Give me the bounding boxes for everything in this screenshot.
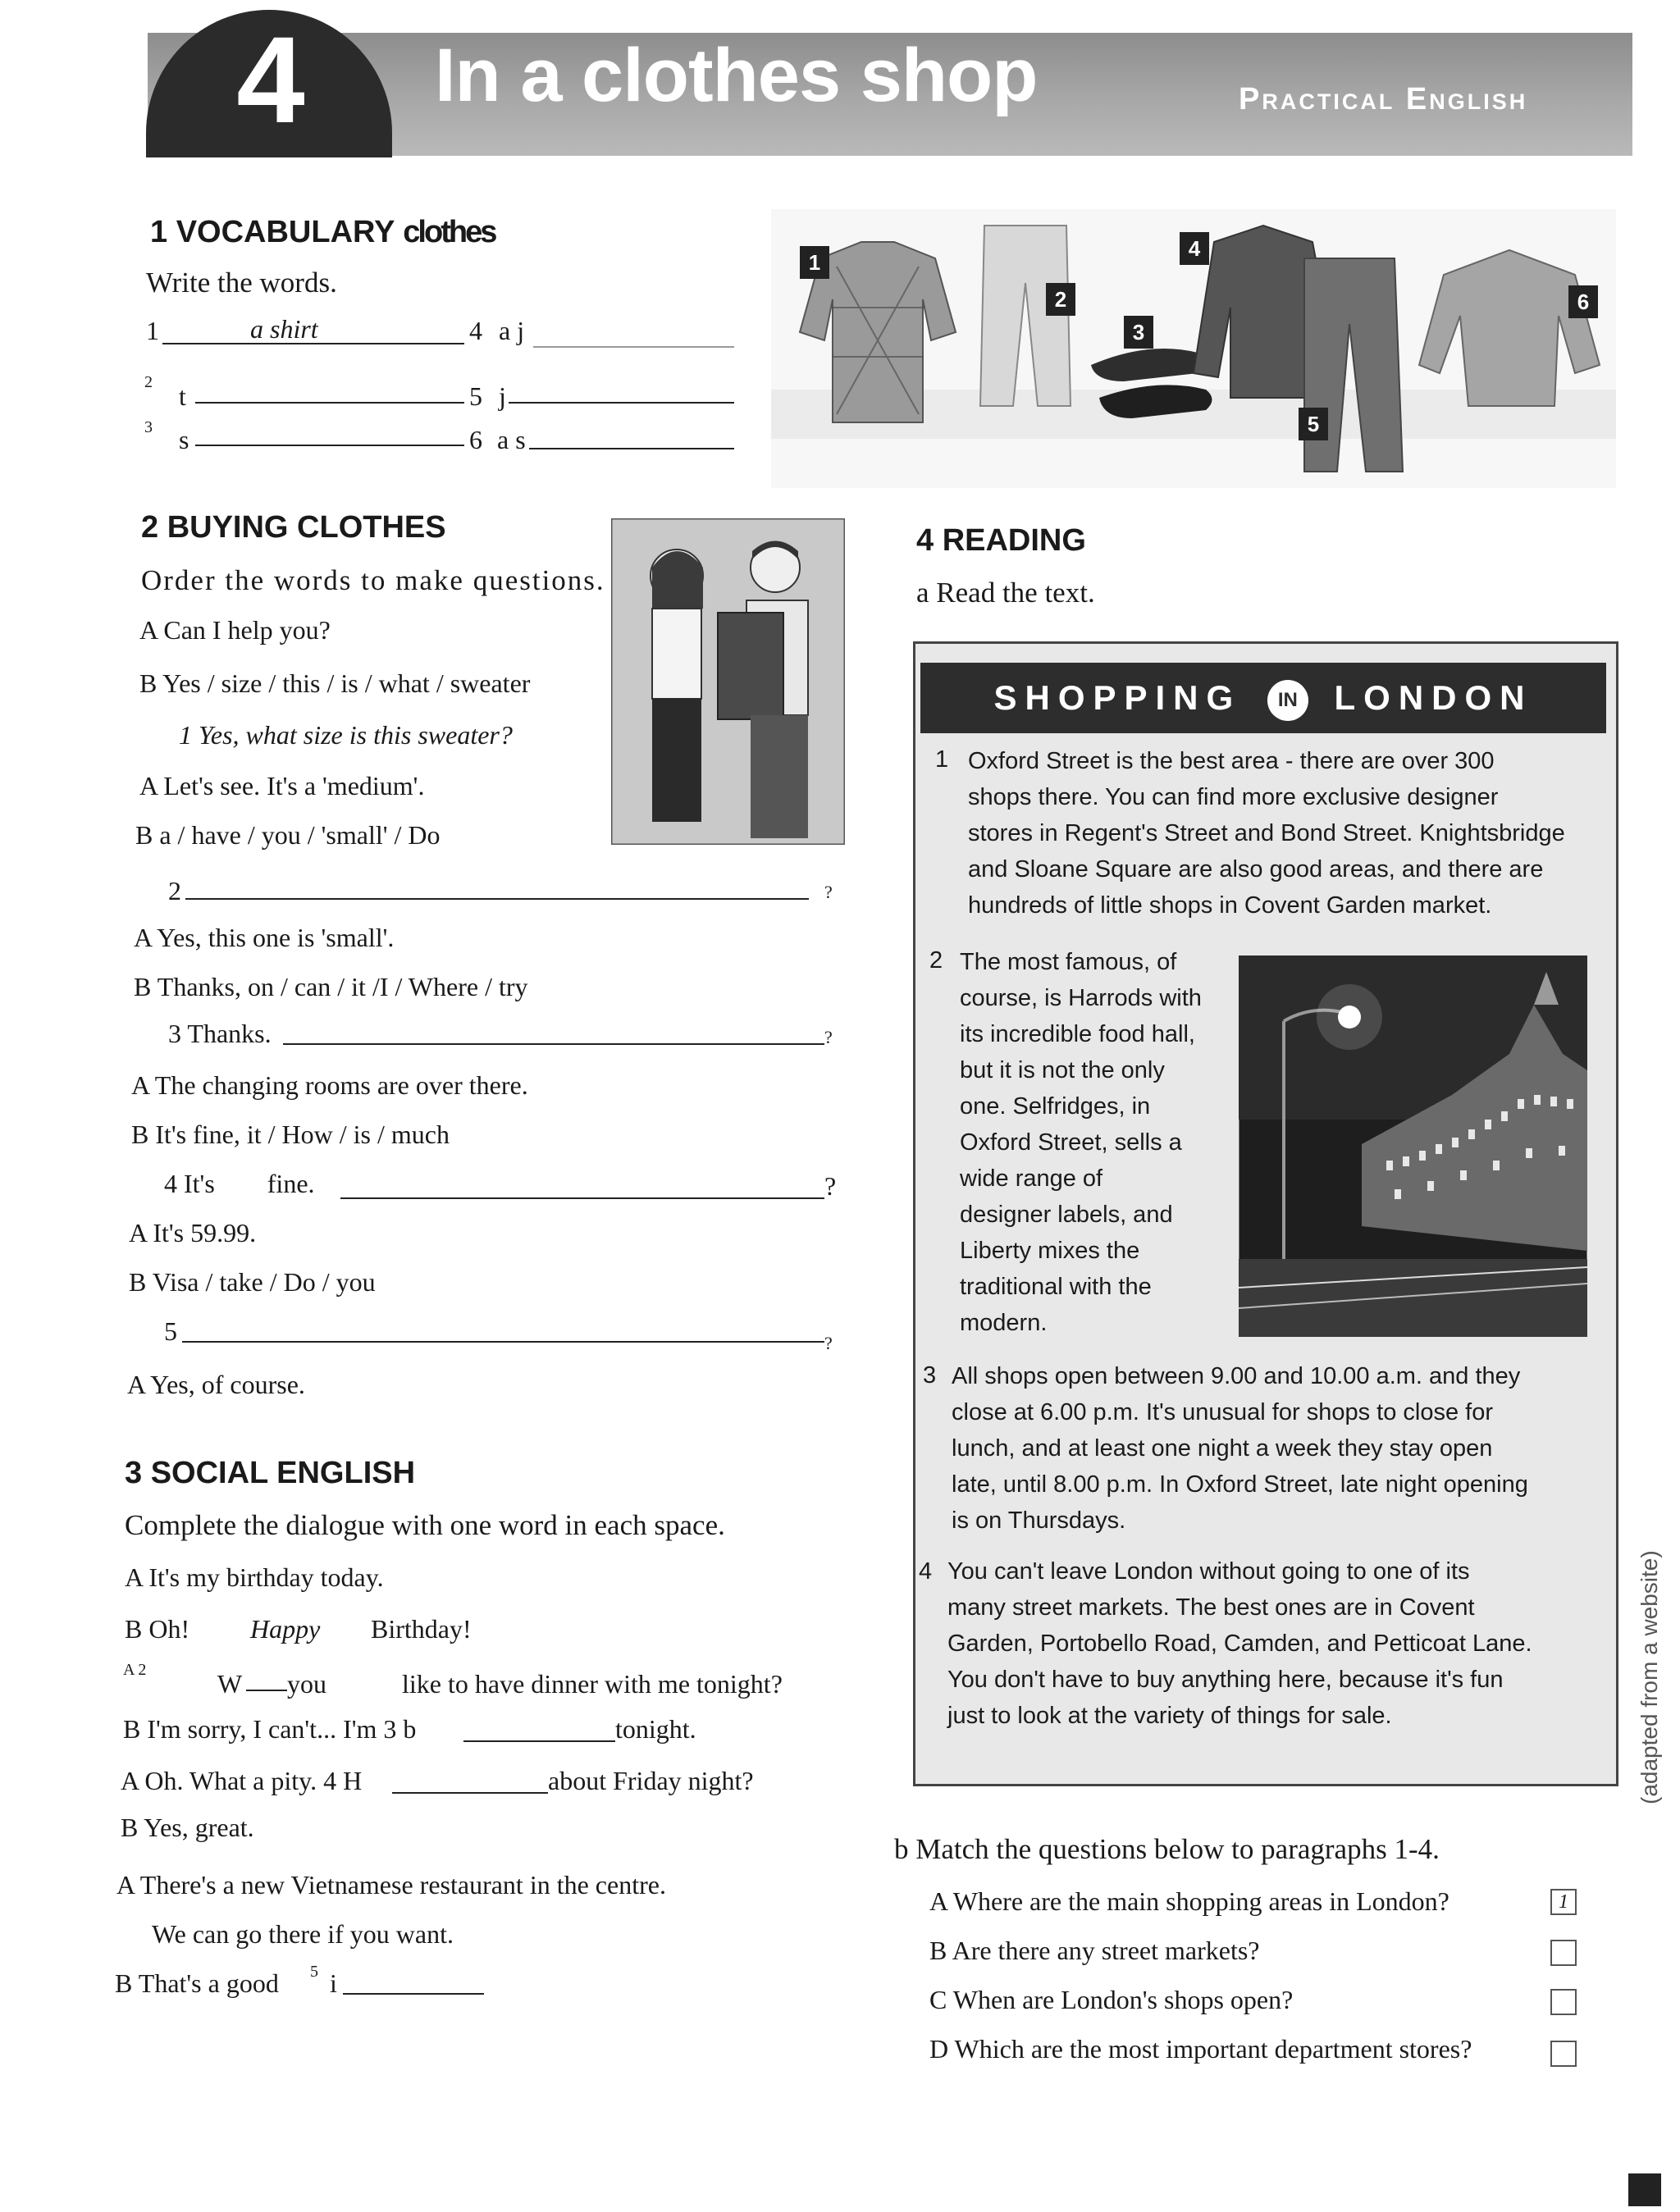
paragraph-line: The most famous, of	[960, 949, 1177, 975]
paragraph-line: its incredible food hall,	[960, 1021, 1195, 1047]
vocab-item-prefix: a j	[499, 316, 525, 345]
unit-title: In a clothes shop	[435, 34, 1038, 117]
paragraph-line: Oxford Street, sells a	[960, 1129, 1182, 1156]
gap-line-2[interactable]	[246, 1690, 287, 1691]
reading-heading	[916, 523, 1086, 559]
unit-category: Practical English	[1239, 82, 1528, 116]
match-question: C When are London's shops open?	[929, 1985, 1294, 2014]
picture-label-2: 2	[1046, 283, 1075, 316]
paragraph-line: but it is not the only	[960, 1057, 1165, 1083]
answer-line-4[interactable]	[340, 1197, 824, 1199]
paragraph-line: Liberty mixes the	[960, 1238, 1140, 1264]
dialogue-line: Birthday!	[371, 1614, 472, 1644]
section-number: 4	[916, 523, 934, 558]
answer-number: 5	[164, 1316, 177, 1346]
gap-line-3[interactable]	[463, 1740, 615, 1742]
banner-word: SHOPPING	[993, 678, 1242, 717]
vocab-item-number: 6	[469, 425, 482, 454]
paragraph-line: late, until 8.00 p.m. In Oxford Street, late night opening	[952, 1471, 1528, 1498]
picture-label-1: 1	[800, 246, 829, 279]
vocab-answer-line-2[interactable]	[195, 402, 464, 404]
dialogue-line: A Can I help you?	[139, 615, 331, 645]
picture-label-6: 6	[1568, 285, 1598, 318]
answer-line-3[interactable]	[283, 1043, 824, 1045]
paragraph-line: and Sloane Square are also good areas, and there are	[968, 856, 1544, 883]
picture-label-4: 4	[1180, 232, 1209, 265]
dialogue-line: B That's a good	[115, 1968, 279, 1998]
paragraph-line: traditional with the	[960, 1274, 1152, 1300]
answer-line-2[interactable]	[185, 898, 809, 900]
dialogue-line: B Visa / take / Do / you	[129, 1267, 376, 1297]
paragraph-4	[947, 1553, 1532, 1734]
source-note: (adapted from a website)	[1637, 1550, 1662, 1804]
dialogue-line: B Yes / size / this / is / what / sweater	[139, 668, 531, 698]
paragraph-line: Oxford Street is the best area - there are over 300	[968, 748, 1495, 774]
paragraph-line: course, is Harrods with	[960, 985, 1202, 1011]
banner-in-circle: IN	[1267, 680, 1308, 721]
dialogue-line: B I'm sorry, I can't... I'm 3 b	[123, 1714, 417, 1744]
gap-line-4[interactable]	[392, 1792, 548, 1794]
social-instruction: Complete the dialogue with one word in each space.	[125, 1509, 725, 1541]
paragraph-line: hundreds of little shops in Covent Garden market.	[968, 892, 1492, 919]
vocab-answer-line-3[interactable]	[195, 445, 464, 446]
dialogue-line: like to have dinner with me tonight?	[402, 1669, 783, 1699]
answer-number: 2	[168, 876, 181, 905]
vocab-answer-line-6[interactable]	[529, 448, 734, 449]
dialogue-line: B It's fine, it / How / is / much	[131, 1120, 450, 1149]
section-title: BUYING CLOTHES	[167, 510, 446, 545]
page-edge-tab	[1628, 2173, 1661, 2206]
gap-letter: W	[217, 1669, 243, 1699]
vocabulary-instruction: Write the words.	[146, 267, 337, 299]
social-heading	[125, 1456, 415, 1491]
dialogue-line: A Oh. What a pity. 4 H	[121, 1766, 363, 1795]
section-number: 2	[141, 510, 159, 545]
answer-box-d[interactable]	[1550, 2041, 1577, 2067]
paragraph-line: Garden, Portobello Road, Camden, and Petticoat Lane.	[947, 1630, 1532, 1657]
paragraph-line: close at 6.00 p.m. It's unusual for shops to close for	[952, 1399, 1493, 1425]
vocabulary-heading	[150, 215, 495, 250]
answer-number: 4 It's fine.	[164, 1169, 315, 1198]
answer-box-b[interactable]	[1550, 1940, 1577, 1966]
vocab-item-number: 2	[144, 373, 153, 391]
section-title: VOCABULARY	[176, 215, 395, 249]
vocab-item-prefix: j	[499, 381, 506, 411]
paragraph-line: stores in Regent's Street and Bond Street. Knightsbridge	[968, 820, 1565, 846]
paragraph-1	[968, 743, 1565, 924]
example-answer: 1 Yes, what size is this sweater?	[179, 720, 513, 750]
paragraph-3	[952, 1358, 1528, 1539]
banner-word: LONDON	[1334, 678, 1533, 717]
paragraph-line: many street markets. The best ones are in Covent	[947, 1594, 1475, 1621]
dialogue-line: We can go there if you want.	[152, 1919, 454, 1949]
paragraph-2	[960, 944, 1202, 1341]
vocab-item-number: 5	[469, 381, 482, 411]
paragraph-number: 4	[919, 1558, 933, 1585]
answer-line-5[interactable]	[182, 1341, 824, 1343]
shop-assistant-illustration	[611, 518, 845, 845]
dialogue-line: about Friday night?	[548, 1766, 754, 1795]
section-title: READING	[942, 523, 1086, 558]
vocab-item-number: 4	[469, 316, 482, 345]
reading-part-b: b Match the questions below to paragraphs 1-4.	[894, 1833, 1440, 1865]
dialogue-line: A There's a new Vietnamese restaurant in the centre.	[116, 1870, 666, 1900]
match-question: B Are there any street markets?	[929, 1936, 1260, 1965]
dialogue-line: A Let's see. It's a 'medium'.	[139, 771, 425, 800]
reading-part-a: a Read the text.	[916, 577, 1095, 609]
paragraph-line: You don't have to buy anything here, because it's fun	[947, 1667, 1504, 1693]
section-title: SOCIAL ENGLISH	[150, 1456, 416, 1490]
dialogue-line: you	[287, 1669, 326, 1699]
picture-label-3: 3	[1124, 316, 1153, 349]
dialogue-line: A Yes, of course.	[127, 1370, 305, 1399]
vocab-answer-1: a shirt	[250, 314, 318, 344]
section-number: 1	[150, 215, 168, 249]
paragraph-line: just to look at the variety of things for sale.	[947, 1703, 1392, 1729]
match-question: A Where are the main shopping areas in London?	[929, 1886, 1449, 1916]
dialogue-line: A Yes, this one is 'small'.	[134, 923, 395, 952]
example-answer: Happy	[250, 1614, 321, 1644]
paragraph-line: All shops open between 9.00 and 10.00 a.m. and they	[952, 1363, 1521, 1389]
dialogue-line: A It's 59.99.	[129, 1218, 257, 1247]
vocab-item-prefix: t	[179, 381, 186, 411]
paragraph-line: modern.	[960, 1310, 1048, 1336]
answer-box-c[interactable]	[1550, 1989, 1577, 2015]
paragraph-line: lunch, and at least one night a week they stay open	[952, 1435, 1493, 1462]
vocab-answer-line-5[interactable]	[509, 402, 734, 404]
vocab-item-prefix: s	[179, 425, 189, 454]
paragraph-number: 2	[929, 947, 943, 974]
buying-heading	[141, 510, 446, 545]
vocab-item-number: 3	[144, 418, 153, 436]
answer-number: 3 Thanks.	[168, 1019, 272, 1048]
vocab-item-prefix: a s	[497, 425, 526, 454]
dialogue-line: A The changing rooms are over there.	[131, 1070, 528, 1100]
question-mark: ?	[824, 1027, 833, 1047]
paragraph-line: wide range of	[960, 1165, 1103, 1192]
paragraph-line: shops there. You can find more exclusive designer	[968, 784, 1499, 810]
picture-label-5: 5	[1299, 408, 1328, 440]
question-mark: ?	[824, 882, 833, 902]
vocab-item-number: 1	[146, 316, 159, 345]
vocab-answer-line-4[interactable]	[533, 346, 734, 348]
paragraph-line: designer labels, and	[960, 1202, 1173, 1228]
buying-instruction: Order the words to make questions.	[141, 564, 605, 596]
dialogue-line: B Yes, great.	[121, 1813, 254, 1842]
gap-line-5[interactable]	[343, 1993, 484, 1995]
match-question: D Which are the most important department stores?	[929, 2034, 1472, 2064]
paragraph-number: 1	[935, 746, 949, 773]
reading-banner	[920, 663, 1606, 733]
gap-number: 5	[310, 1963, 318, 1981]
gap-letter: i	[330, 1968, 337, 1998]
dialogue-line: A It's my birthday today.	[125, 1562, 384, 1592]
section-number: 3	[125, 1456, 143, 1490]
dialogue-line: B Thanks, on / can / it /I / Where / try	[134, 972, 528, 1001]
answer-box-a[interactable]: 1	[1550, 1889, 1577, 1915]
paragraph-line: is on Thursdays.	[952, 1507, 1126, 1534]
harrods-photo	[1239, 955, 1587, 1337]
question-mark: ?	[824, 1171, 837, 1201]
question-mark: ?	[824, 1333, 833, 1353]
dialogue-line: B a / have / you / 'small' / Do	[135, 820, 441, 850]
dialogue-line: B Oh!	[125, 1614, 190, 1644]
dialogue-line: A 2	[123, 1661, 147, 1679]
paragraph-line: one. Selfridges, in	[960, 1093, 1151, 1120]
section-subtitle: clothes	[403, 215, 495, 249]
paragraph-number: 3	[923, 1362, 937, 1389]
unit-number: 4	[236, 11, 305, 148]
dialogue-line: tonight.	[615, 1714, 696, 1744]
paragraph-line: You can't leave London without going to one of its	[947, 1558, 1470, 1585]
